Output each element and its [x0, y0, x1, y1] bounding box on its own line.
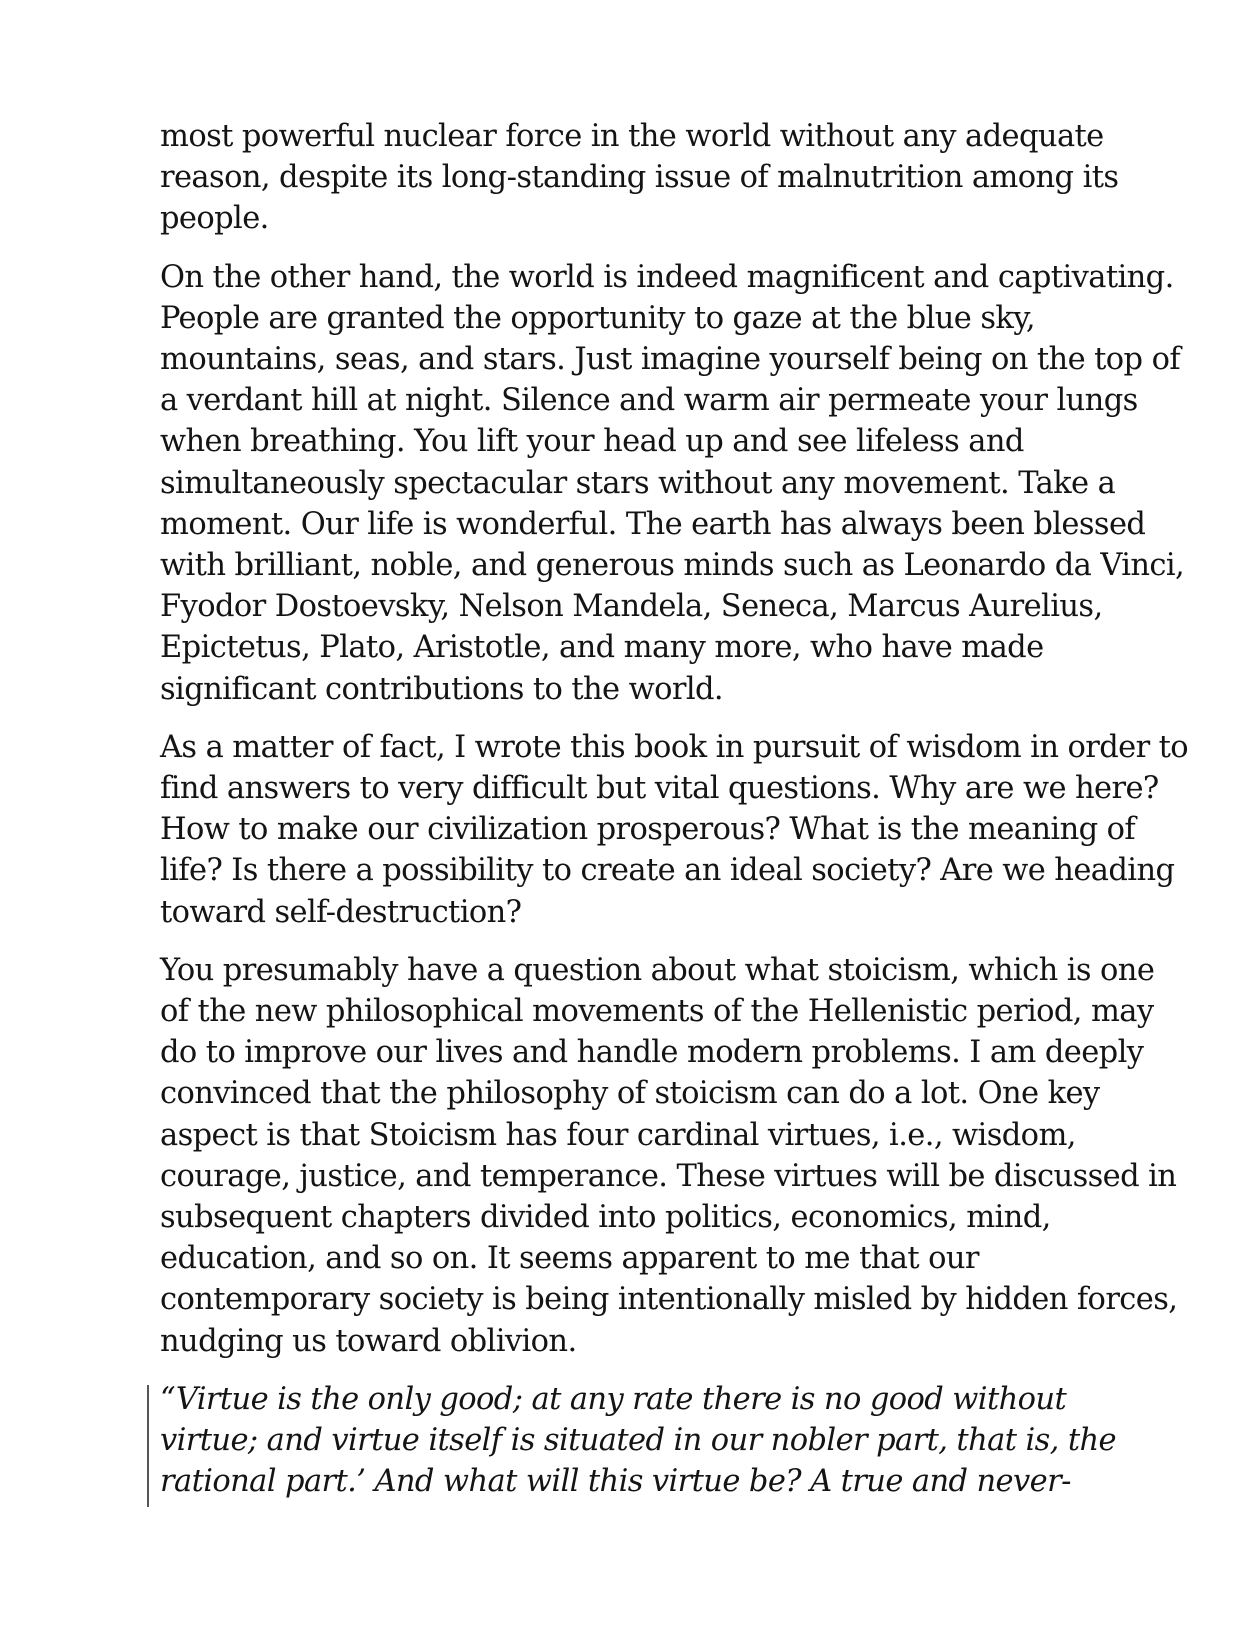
text-line: education, and so on. It seems apparent to me that our: [160, 1241, 979, 1277]
paragraph-4: [160, 950, 1180, 1362]
text-line: contemporary society is being intentionally misled by hidden forces,: [160, 1282, 1178, 1318]
text-line: find answers to very difficult but vital questions. Why are we here?: [160, 771, 1159, 807]
text-line: courage, justice, and temperance. These virtues will be discussed in: [160, 1158, 1177, 1194]
text-line: Fyodor Dostoevsky, Nelson Mandela, Seneca, Marcus Aurelius,: [160, 589, 1103, 625]
text-line: mountains, seas, and stars. Just imagine yourself being on the top of: [160, 342, 1181, 378]
text-line: On the other hand, the world is indeed magnificent and captivating.: [160, 259, 1174, 295]
text-line: of the new philosophical movements of the Hellenistic period, may: [160, 994, 1154, 1030]
text-line: a verdant hill at night. Silence and warm air permeate your lungs: [160, 383, 1138, 419]
text-line: most powerful nuclear force in the world without any adequate: [160, 119, 1104, 154]
text-line: You presumably have a question about what stoicism, which is one: [160, 952, 1155, 988]
text-line: life? Is there a possibility to create an ideal society? Are we heading: [160, 853, 1175, 889]
paragraph-3: [160, 727, 1189, 933]
text-line: subsequent chapters divided into politics, economics, mind,: [160, 1200, 1051, 1236]
quote-line: virtue; and virtue itself is situated in our nobler part, that is, the: [160, 1423, 1117, 1459]
text-line: aspect is that Stoicism has four cardinal virtues, i.e., wisdom,: [160, 1117, 1076, 1153]
text-line: when breathing. You lift your head up and see lifeless and: [160, 424, 1024, 460]
text-line: significant contributions to the world.: [160, 671, 724, 707]
text-line: moment. Our life is wonderful. The earth has always been blessed: [160, 506, 1146, 542]
text-line: simultaneously spectacular stars without any movement. Take a: [160, 465, 1116, 501]
quote-line: rational part.’ And what will this virtue be? A true and never-: [160, 1464, 1071, 1500]
text-line: people.: [160, 201, 269, 237]
text-line: nudging us toward oblivion.: [160, 1323, 577, 1359]
page-body: [160, 116, 1189, 1503]
text-line: do to improve our lives and handle modern problems. I am deeply: [160, 1035, 1144, 1071]
text-line: convinced that the philosophy of stoicism can do a lot. One key: [160, 1076, 1100, 1112]
text-line: How to make our civilization prosperous? What is the meaning of: [160, 812, 1136, 848]
text-line: As a matter of fact, I wrote this book in pursuit of wisdom in order to: [160, 729, 1189, 765]
paragraph-1: [160, 116, 1180, 240]
block-quote: [160, 1379, 1180, 1503]
text-line: Epictetus, Plato, Aristotle, and many more, who have made: [160, 630, 1044, 666]
quote-border: [147, 1385, 149, 1507]
text-line: People are granted the opportunity to gaze at the blue sky,: [160, 300, 1035, 336]
quote-line: “Virtue is the only good; at any rate there is no good without: [160, 1381, 1067, 1417]
text-line: toward self-destruction?: [160, 894, 522, 930]
text-line: with brilliant, noble, and generous minds such as Leonardo da Vinci,: [160, 548, 1185, 584]
text-line: reason, despite its long-standing issue of malnutrition among its: [160, 160, 1119, 196]
paragraph-2: [160, 257, 1185, 710]
